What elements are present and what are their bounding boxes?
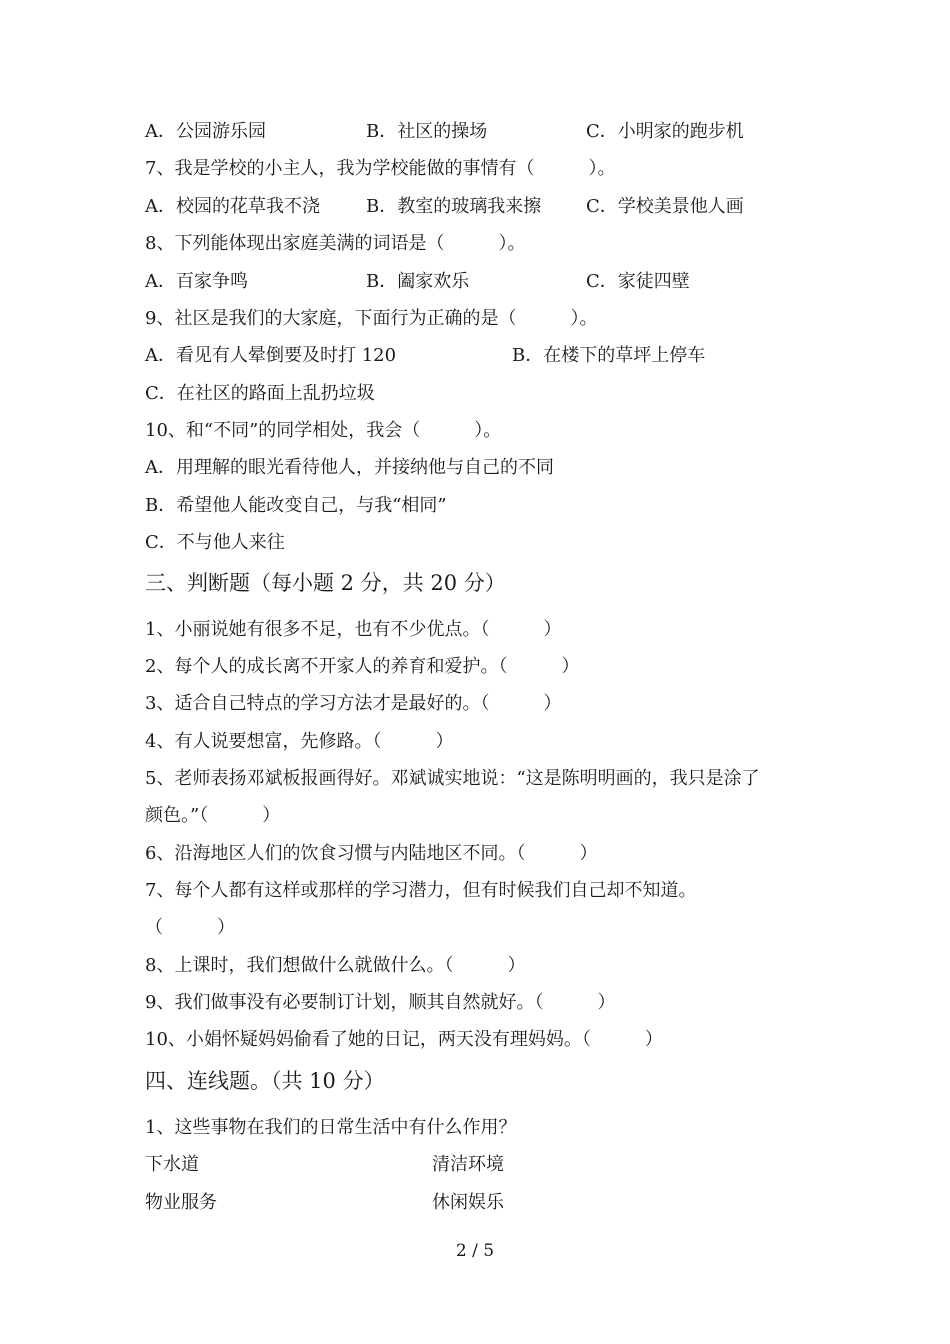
q10-option-c: C．不与他人来往 — [145, 532, 285, 553]
page-number: 2 / 5 — [455, 1241, 495, 1261]
q7-option-a: A．校园的花草我不浇 — [145, 196, 320, 217]
q7-option-b: B．教室的玻璃我来擦 — [366, 196, 542, 217]
judge-item-4: 4、有人说要想富，先修路。（ ） — [145, 731, 454, 752]
judge-item-7-cont: （ ） — [145, 917, 235, 938]
matching-left-2: 物业服务 — [145, 1192, 217, 1213]
judge-item-9: 9、我们做事没有必要制订计划，顺其自然就好。（ ） — [145, 992, 616, 1013]
q8-option-c: C．家徒四壁 — [586, 271, 690, 292]
q10-option-b: B．希望他人能改变自己，与我“相同” — [145, 495, 447, 516]
q9-option-c: C．在社区的路面上乱扔垃圾 — [145, 383, 375, 404]
q7-option-c: C．学校美景他人画 — [586, 196, 744, 217]
q8-text: 8、下列能体现出家庭美满的词语是（ ）。 — [145, 233, 526, 254]
q9-option-b: B．在楼下的草坪上停车 — [512, 345, 706, 366]
q9-option-a: A．看见有人晕倒要及时打 120 — [145, 345, 397, 366]
judge-item-6: 6、沿海地区人们的饮食习惯与内陆地区不同。（ ） — [145, 843, 598, 864]
q8-option-b: B．阖家欢乐 — [366, 271, 470, 292]
judge-item-3: 3、适合自己特点的学习方法才是最好的。（ ） — [145, 693, 562, 714]
matching-right-1: 清洁环境 — [432, 1154, 504, 1175]
q10-option-a: A．用理解的眼光看待他人，并接纳他与自己的不同 — [145, 457, 554, 478]
judge-item-5: 5、老师表扬邓斌板报画得好。邓斌诚实地说：“这是陈明明画的，我只是涂了 — [145, 768, 760, 789]
judge-item-2: 2、每个人的成长离不开家人的养育和爱护。（ ） — [145, 656, 580, 677]
q9-text: 9、社区是我们的大家庭，下面行为正确的是（ ）。 — [145, 308, 598, 329]
q6-option-b: B．社区的操场 — [366, 121, 488, 142]
q6-option-c: C．小明家的跑步机 — [586, 121, 744, 142]
section3-title: 三、判断题（每小题 2 分，共 20 分） — [145, 571, 506, 595]
judge-item-5-cont: 颜色。”（ ） — [145, 805, 281, 826]
q6-option-a: A．公园游乐园 — [145, 121, 266, 142]
judge-item-10: 10、小娟怀疑妈妈偷看了她的日记，两天没有理妈妈。（ ） — [145, 1029, 663, 1050]
q7-text: 7、我是学校的小主人，我为学校能做的事情有（ ）。 — [145, 158, 616, 179]
matching-right-2: 休闲娱乐 — [432, 1192, 504, 1213]
matching-left-1: 下水道 — [145, 1154, 199, 1175]
q10-text: 10、和“不同”的同学相处，我会（ ）。 — [145, 420, 502, 441]
judge-item-7: 7、每个人都有这样或那样的学习潜力，但有时候我们自己却不知道。 — [145, 880, 697, 901]
judge-item-1: 1、小丽说她有很多不足，也有不少优点。（ ） — [145, 619, 562, 640]
q8-option-a: A．百家争鸣 — [145, 271, 248, 292]
section4-title: 四、连线题。（共 10 分） — [145, 1069, 385, 1093]
matching-question: 1、这些事物在我们的日常生活中有什么作用？ — [145, 1117, 517, 1138]
judge-item-8: 8、上课时，我们想做什么就做什么。（ ） — [145, 955, 526, 976]
